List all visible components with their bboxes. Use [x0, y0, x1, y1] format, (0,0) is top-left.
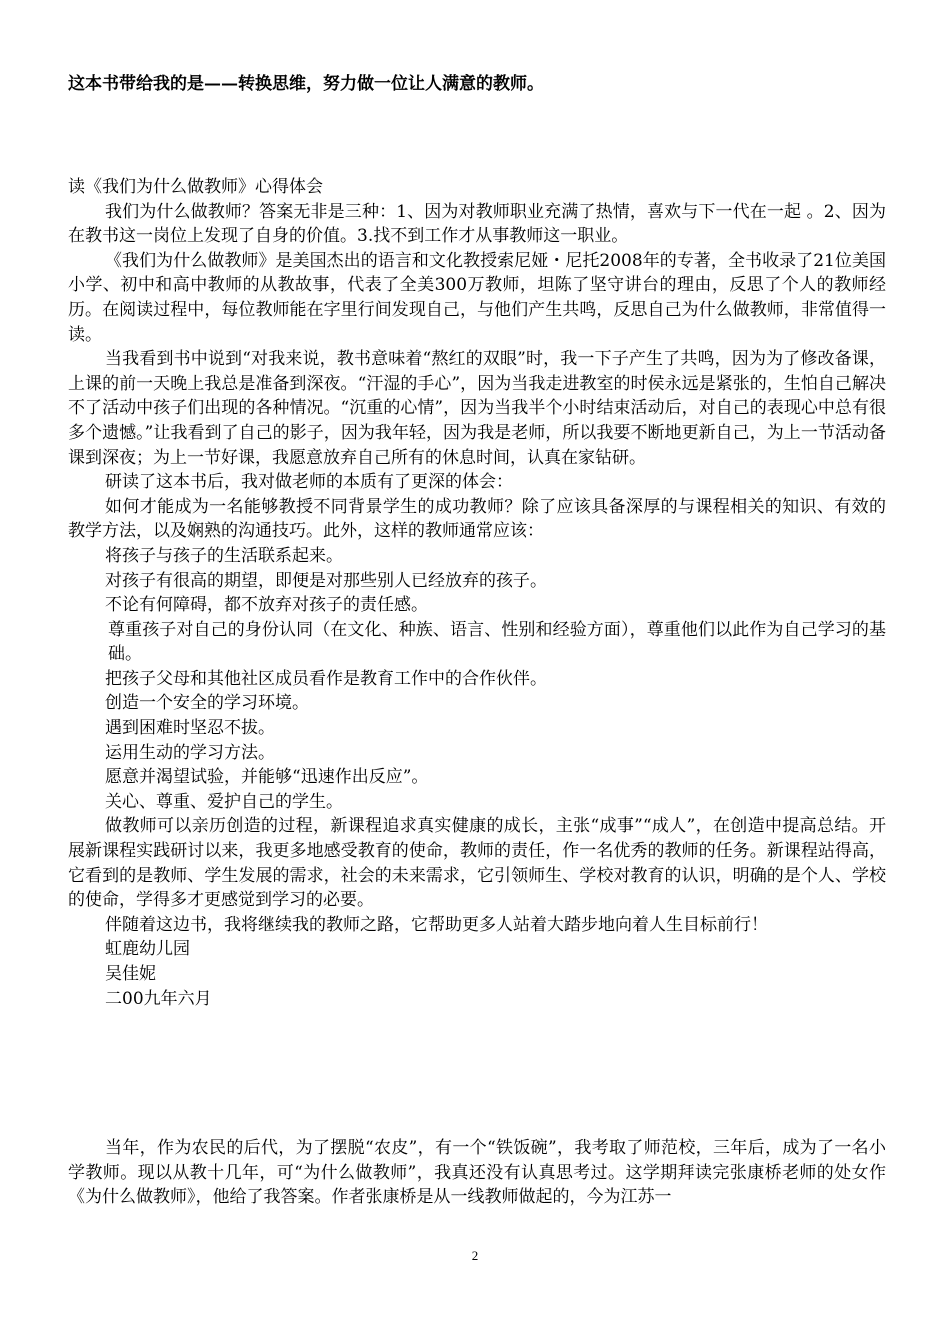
paragraph-5: 如何才能成为一名能够教授不同背景学生的成功教师？除了应该具备深厚的与课程相关的知识、有效的教学方法，以及娴熟的沟通技巧。此外，这样的教师通常应该： [68, 496, 886, 542]
paragraph-6: 做教师可以亲历创造的过程，新课程追求真实健康的成长，主张“成事”“成人”，在创造中提高总结。开展新课程实践研讨以来，我更多地感受教育的使命，教师的责任，作一名优秀的教师的任务。新课程站得高，它看到的是教师、学生发展的需求，社会的未来需求，它引领师生、学校对教育的认识，明确的是个人、学校的使命，学得多才更感觉到学习的必要。 [68, 816, 886, 911]
top-line: 这本书带给我的是——转换思维，努力做一位让人满意的教师。 [68, 74, 544, 94]
list-item: 对孩子有很高的期望，即便是对那些别人已经放弃的孩子。 [105, 570, 547, 591]
page-number: 2 [471, 1248, 479, 1263]
list-item: 愿意并渴望试验，并能够“迅速作出反应”。 [105, 767, 429, 788]
paragraph-3: 当我看到书中说到“对我来说，教书意味着“熬红的双眼”时，我一下子产生了共鸣，因为为了修改备课，上课的前一天晚上我总是准备到深夜。“汗湿的手心”，因为当我走进教室的时侯永远是紧张的，生怕自己解决不了活动中孩子们出现的各种情况。“沉重的心情”，因为当我半个小时结束活动后，对自己的表现心中总有很多个遗憾。”让我看到了自己的影子，因为我年轻，因为我是老师，所以我要不断地更新自己，为上一节活动备课到深夜；为上一节好课，我愿意放弃自己所有的休息时间，认真在家钻研。 [68, 349, 886, 468]
list-item: 将孩子与孩子的生活联系起来。 [105, 545, 343, 566]
paragraph-8: 当年，作为农民的后代，为了摆脱“农皮”，有一个“铁饭碗”，我考取了师范校，三年后，成为了一名小学教师。现以从教十几年，可“为什么做教师”，我真还没有认真思考过。这学期拜读完张康桥老师的处女作《为什么做教师》，他给了我答案。作者张康桥是从一线教师做起的，今为江苏一 [68, 1138, 886, 1208]
top-section [68, 72, 886, 97]
list-item: 遇到困难时坚忍不拔。 [105, 718, 275, 739]
date-line: 二00九年六月 [105, 988, 212, 1009]
list-item: 不论有何障碍，都不放弃对孩子的责任感。 [105, 595, 428, 616]
next-article [68, 1136, 886, 1210]
list-item: 运用生动的学习方法。 [105, 742, 275, 763]
paragraph-4: 研读了这本书后，我对做老师的本质有了更深的体会： [105, 472, 513, 493]
list-item: 尊重孩子对自己的身份认同（在文化、种族、语言、性别和经验方面），尊重他们以此作为自己学习的基础。 [108, 619, 886, 665]
paragraph-2: 《我们为什么做教师》是美国杰出的语言和文化教授索尼娅・尼托2008年的专著，全书收录了21位美国小学、初中和高中教师的从教故事，代表了全美300万教师，坦陈了坚守讲台的理由，反思了个人的教师经历。在阅读过程中，每位教师能在字里行间发现自己，与他们产生共鸣，反思自己为什么做教师，非常值得一读。 [68, 250, 886, 345]
article-body [68, 175, 886, 1011]
paragraph-1: 我们为什么做教师？答案无非是三种：1、因为对教师职业充满了热情，喜欢与下一代在一起 。2、因为在教书这一岗位上发现了自身的价值。3.找不到工作才从事教师这一职业。 [68, 201, 886, 247]
author-name: 吴佳妮 [105, 964, 156, 984]
paragraph-7: 伴随着这边书，我将继续我的教师之路，它帮助更多人站着大踏步地向着人生目标前行！ [105, 914, 768, 935]
school-name: 虹鹿幼儿园 [105, 939, 190, 960]
article-title: 读《我们为什么做教师》心得体会 [68, 177, 323, 197]
list-item: 创造一个安全的学习环境。 [105, 693, 309, 714]
list-item: 把孩子父母和其他社区成员看作是教育工作中的合作伙伴。 [105, 668, 547, 689]
list-item: 关心、尊重、爱护自己的学生。 [105, 791, 343, 812]
